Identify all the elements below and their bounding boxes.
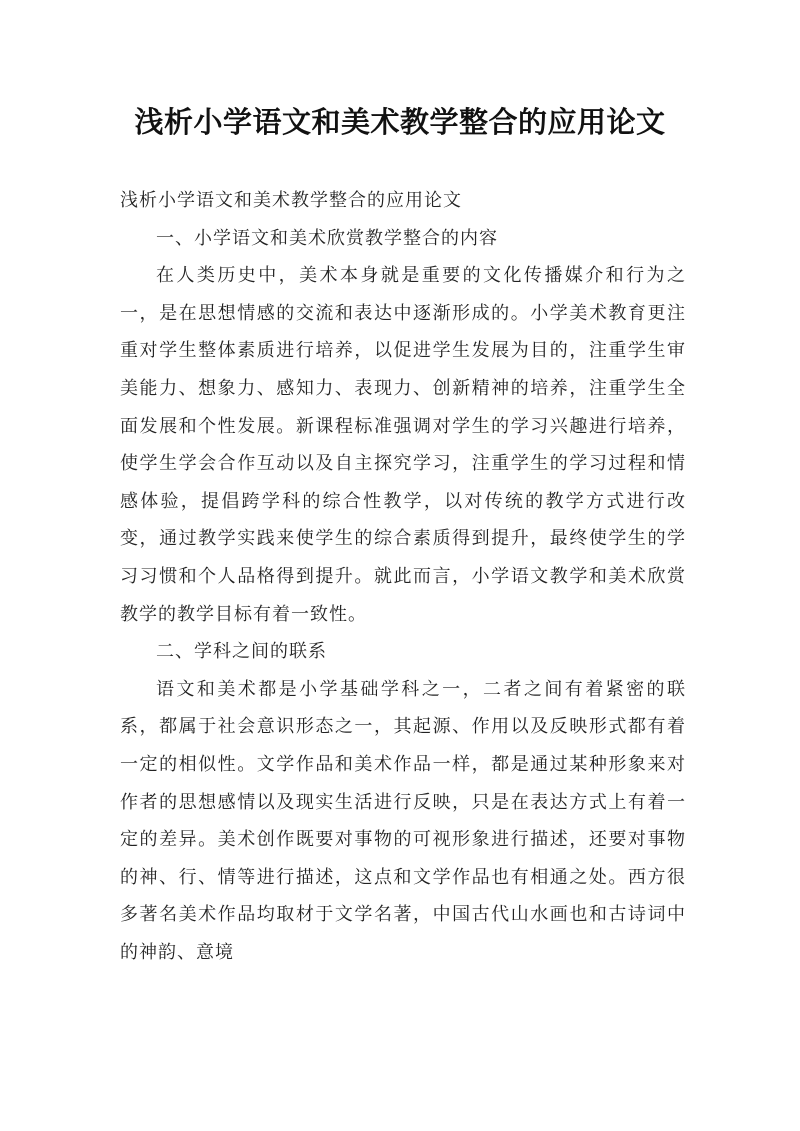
- body-paragraph-1: 在人类历史中，美术本身就是重要的文化传播媒介和行为之一，是在思想情感的交流和表达中逐渐形成的。小学美术教育更注重对学生整体素质进行培养，以促进学生发展为目的，注重学生审美能力、想象力、感知力、表现力、创新精神的培养，注重学生全面发展和个性发展。新课程标准强调对学生的学习兴趣进行培养，使学生学会合作互动以及自主探究学习，注重学生的学习过程和情感体验，提倡跨学科的综合性教学，以对传统的教学方式进行改变，通过教学实践来使学生的综合素质得到提升，最终使学生的学习习惯和个人品格得到提升。就此而言，小学语文教学和美术欣赏教学的教学目标有着一致性。: [120, 265, 686, 625]
- body-paragraph-2: 语文和美术都是小学基础学科之一，二者之间有着紧密的联系，都属于社会意识形态之一，其起源、作用以及反映形式都有着一定的相似性。文学作品和美术作品一样，都是通过某种形象来对作者的思想感情以及现实生活进行反映，只是在表达方式上有着一定的差异。美术创作既要对事物的可视形象进行描述，还要对事物的神、行、情等进行描述，这点和文学作品也有相通之处。西方很多著名美术作品均取材于文学名著，中国古代山水画也和古诗词中的神韵、意境: [120, 678, 686, 963]
- subtitle-paragraph: 浅析小学语文和美术教学整合的应用论文: [120, 190, 462, 211]
- document-body: [120, 182, 686, 971]
- section-heading-1: 一、小学语文和美术欣赏教学整合的内容: [156, 227, 498, 249]
- section-heading-2: 二、学科之间的联系: [156, 641, 327, 663]
- document-title: 浅析小学语文和美术教学整合的应用论文: [134, 105, 666, 139]
